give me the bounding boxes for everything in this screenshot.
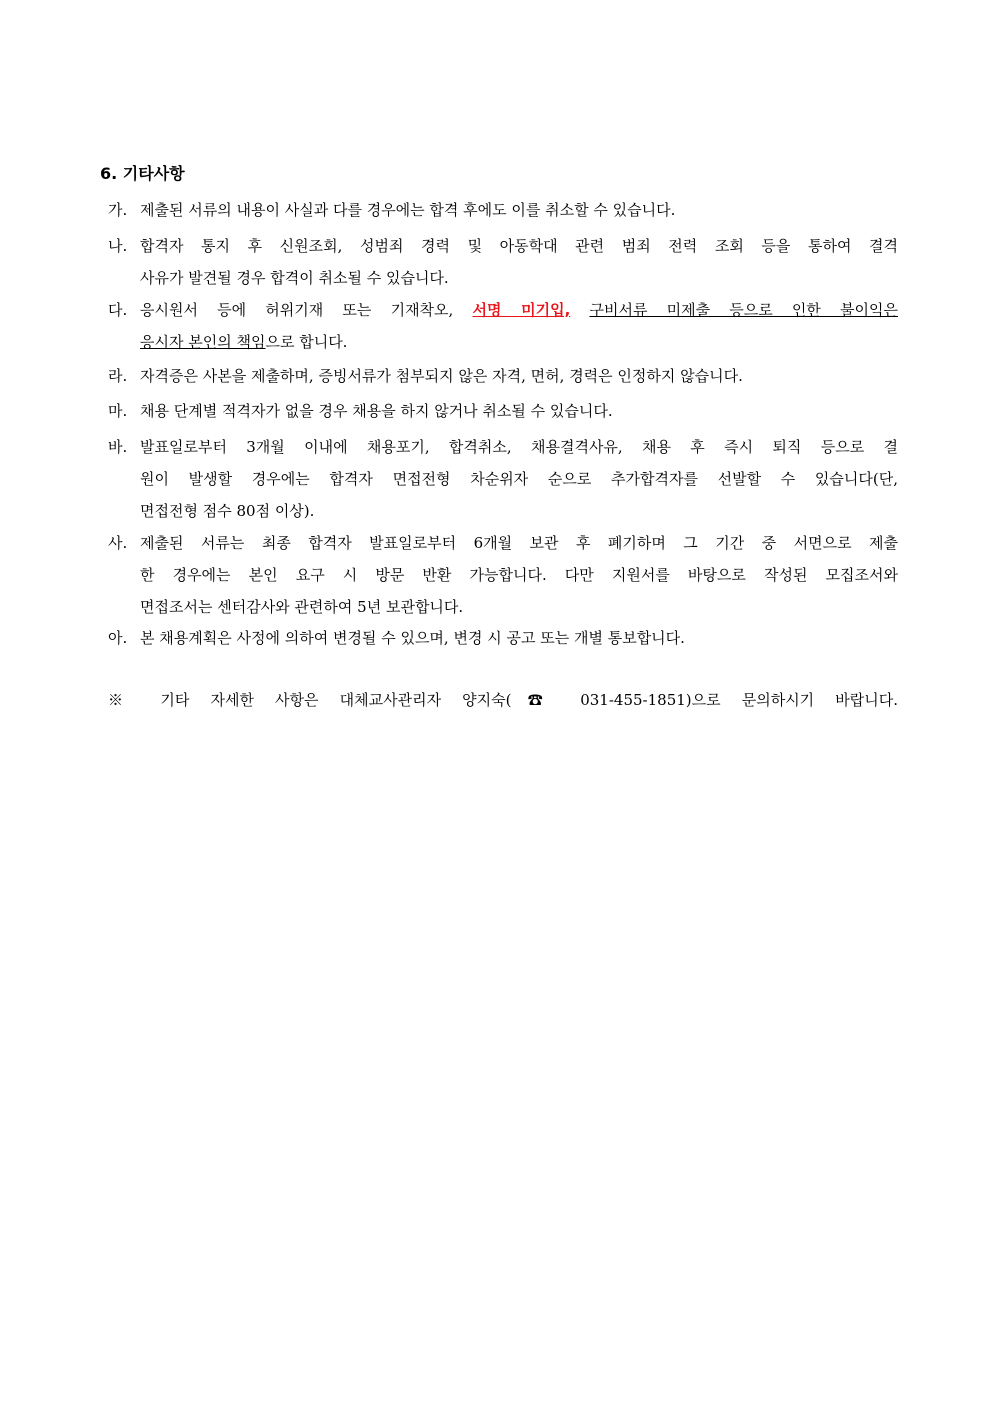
item-text: 한 경우에는 본인 요구 시 방문 반환 가능합니다. 다만 지원서를 바탕으로 작성된 모집조서와 [140,566,898,584]
item-text: 제출된 서류는 최종 합격자 발표일로부터 6개월 보관 후 폐기하며 그 기간 중 서면으로 제출 [140,534,898,552]
underlined-text: 구비서류 미제출 등으로 인한 불이익은 [589,301,899,319]
list-item-ma [108,395,898,427]
item-marker: 나. [108,237,128,255]
list-item-na [108,230,898,294]
item-marker: 마. [108,402,128,420]
contact-note: ※ 기타 자세한 사항은 대체교사관리자 양지숙(☎ 031-455-1851)으로 문의하시기 바랍니다. [108,691,898,709]
list-item-ra [108,360,898,392]
section-title: 6. 기타사항 [100,164,185,183]
item-text: 본 채용계획은 사정에 의하여 변경될 수 있으며, 변경 시 공고 또는 개별 통보합니다. [140,629,685,647]
item-marker: 라. [108,367,128,385]
item-text: 원이 발생할 경우에는 합격자 면접전형 차순위자 순으로 추가합격자를 선발할 수 있습니다(단, [140,470,898,488]
underlined-text: 응시자 본인의 책임 [140,333,266,351]
item-marker: 가. [108,201,128,219]
item-text: 제출된 서류의 내용이 사실과 다를 경우에는 합격 후에도 이를 취소할 수 있습니다. [140,201,676,219]
emphasis-text: 서명 미기입, [472,301,571,319]
list-item-sa [108,527,898,623]
item-text: 발표일로부터 3개월 이내에 채용포기, 합격취소, 채용결격사유, 채용 후 즉시 퇴직 등으로 결 [140,438,898,456]
item-text [108,294,898,326]
item-marker: 아. [108,629,128,647]
list-item-ga [108,194,898,226]
item-marker: 바. [108,438,128,456]
item-text-rest: 으로 합니다. [265,333,348,351]
item-text: 면접전형 점수 80점 이상). [140,502,315,520]
item-text: 면접조서는 센터감사와 관련하여 5년 보관합니다. [140,598,464,616]
list-item-a [108,622,898,654]
item-text: 합격자 통지 후 신원조회, 성범죄 경력 및 아동학대 관련 범죄 전력 조회 등을 통하여 결격 [140,237,898,255]
list-item-da [108,294,898,358]
item-text [108,326,898,358]
list-item-ba [108,431,898,527]
item-text-prefix: 응시원서 등에 허위기재 또는 기재착오, [140,301,454,319]
item-marker: 다. [108,301,128,319]
item-text: 채용 단계별 적격자가 없을 경우 채용을 하지 않거나 취소될 수 있습니다. [140,402,613,420]
item-text: 자격증은 사본을 제출하며, 증빙서류가 첨부되지 않은 자격, 면허, 경력은 인정하지 않습니다. [140,367,743,385]
item-marker: 사. [108,534,128,552]
item-text: 사유가 발견될 경우 합격이 취소될 수 있습니다. [140,269,449,287]
